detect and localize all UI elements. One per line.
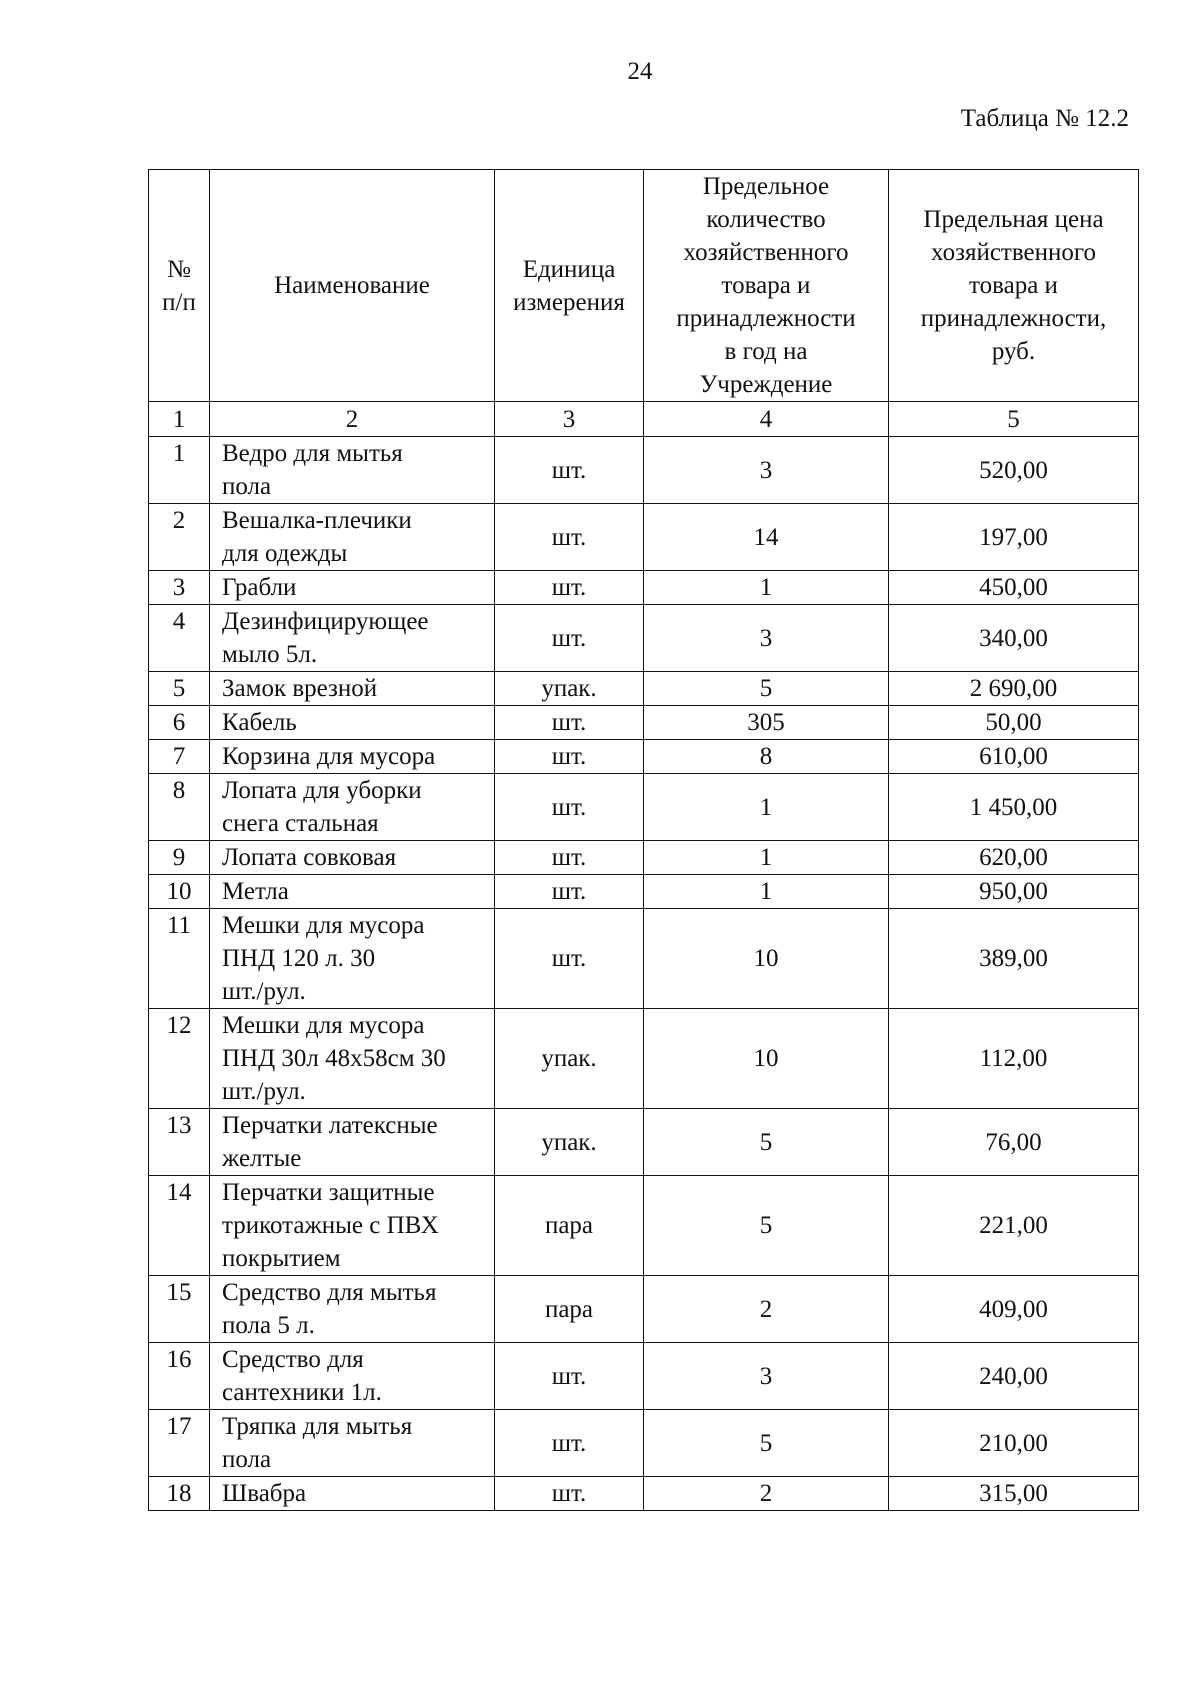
item-price: 197,00: [889, 504, 1139, 571]
row-number: 18: [149, 1477, 210, 1511]
header-line: Единица: [522, 255, 616, 283]
item-price: 340,00: [889, 605, 1139, 672]
item-name: [210, 437, 495, 504]
item-name-line: мыло 5л.: [222, 641, 318, 668]
table-row: [149, 909, 1139, 1009]
item-unit: шт.: [495, 740, 644, 774]
item-price: 409,00: [889, 1276, 1139, 1343]
header-name: [210, 170, 495, 402]
item-unit: шт.: [495, 1410, 644, 1477]
table-row: [149, 740, 1139, 774]
item-unit: упак.: [495, 1009, 644, 1109]
item-price: 221,00: [889, 1176, 1139, 1276]
item-quantity: 3: [644, 605, 889, 672]
item-name: [210, 605, 495, 672]
item-name-line: пола: [222, 1446, 272, 1473]
item-name: [210, 1477, 495, 1511]
item-name-line: Лопата для уборки: [222, 777, 422, 804]
item-name-line: для одежды: [222, 540, 348, 567]
table-row: [149, 672, 1139, 706]
table-caption: Таблица № 12.2: [960, 105, 1129, 132]
item-name-line: шт./рул.: [222, 1078, 306, 1105]
column-number-row: [149, 402, 1139, 437]
item-name: [210, 504, 495, 571]
header-line: п/п: [162, 288, 196, 316]
item-name-line: Мешки для мусора: [222, 912, 425, 939]
item-name-line: Метла: [222, 878, 289, 905]
header-line: принадлежности,: [920, 305, 1107, 332]
item-unit: пара: [495, 1176, 644, 1276]
item-quantity: 8: [644, 740, 889, 774]
item-name-line: пола: [222, 473, 272, 500]
item-quantity: 1: [644, 841, 889, 875]
table-row: [149, 706, 1139, 740]
table-row: [149, 571, 1139, 605]
item-name: [210, 1276, 495, 1343]
header-price: [889, 170, 1139, 402]
item-name-line: Мешки для мусора: [222, 1012, 425, 1039]
item-quantity: 3: [644, 1343, 889, 1410]
row-number: 16: [149, 1343, 210, 1410]
item-quantity: 14: [644, 504, 889, 571]
item-name: [210, 1009, 495, 1109]
row-number: 8: [149, 774, 210, 841]
row-number: 6: [149, 706, 210, 740]
item-unit: шт.: [495, 774, 644, 841]
item-quantity: 5: [644, 1410, 889, 1477]
item-quantity: 5: [644, 672, 889, 706]
item-unit: шт.: [495, 571, 644, 605]
item-name-line: шт./рул.: [222, 978, 306, 1005]
item-price: 1 450,00: [889, 774, 1139, 841]
item-unit: шт.: [495, 909, 644, 1009]
item-name-line: Грабли: [222, 574, 297, 601]
header-line: Предельное: [702, 173, 830, 200]
row-number: 2: [149, 504, 210, 571]
item-name: [210, 875, 495, 909]
header-line: хозяйственного: [931, 239, 1096, 266]
table-row: [149, 504, 1139, 571]
row-number: 12: [149, 1009, 210, 1109]
item-quantity: 5: [644, 1109, 889, 1176]
item-unit: пара: [495, 1276, 644, 1343]
item-name-line: Дезинфицирующее: [222, 608, 429, 635]
item-name: [210, 1109, 495, 1176]
header-line: №: [167, 255, 191, 283]
item-name-line: Корзина для мусора: [222, 743, 436, 770]
item-name-line: желтые: [222, 1145, 302, 1172]
item-name: [210, 571, 495, 605]
item-unit: шт.: [495, 706, 644, 740]
item-name-line: Ведро для мытья: [222, 440, 403, 467]
item-name-line: Кабель: [222, 709, 297, 736]
item-quantity: 3: [644, 437, 889, 504]
item-price: 76,00: [889, 1109, 1139, 1176]
item-quantity: 1: [644, 774, 889, 841]
table-row: [149, 1109, 1139, 1176]
item-name: [210, 672, 495, 706]
goods-table: [148, 169, 1139, 1511]
item-unit: упак.: [495, 672, 644, 706]
row-number: 3: [149, 571, 210, 605]
table-row: [149, 774, 1139, 841]
row-number: 13: [149, 1109, 210, 1176]
column-number: 4: [644, 402, 889, 437]
item-quantity: 5: [644, 1176, 889, 1276]
header-line: товара и: [969, 272, 1058, 299]
header-line: Предельная цена: [923, 206, 1104, 233]
header-line: принадлежности: [676, 305, 856, 332]
header-line: количество: [706, 206, 826, 233]
header-qty: [644, 170, 889, 402]
item-price: 450,00: [889, 571, 1139, 605]
item-name: [210, 1410, 495, 1477]
item-name-line: Вешалка-плечики: [222, 507, 412, 534]
column-number: 5: [889, 402, 1139, 437]
row-number: 9: [149, 841, 210, 875]
table-row: [149, 605, 1139, 672]
item-name-line: трикотажные с ПВХ: [222, 1212, 439, 1239]
item-quantity: 2: [644, 1477, 889, 1511]
row-number: 14: [149, 1176, 210, 1276]
header-line: в год на: [724, 338, 808, 365]
header-line: хозяйственного: [683, 239, 849, 266]
header-num: [149, 170, 210, 402]
item-quantity: 10: [644, 909, 889, 1009]
table-row: [149, 1343, 1139, 1410]
item-name-line: ПНД 120 л. 30: [222, 945, 376, 972]
row-number: 17: [149, 1410, 210, 1477]
item-name-line: ПНД 30л 48х58см 30: [222, 1045, 446, 1072]
row-number: 15: [149, 1276, 210, 1343]
item-name-line: Средство для: [222, 1346, 364, 1373]
item-name-line: Лопата совковая: [222, 844, 397, 871]
table-row: [149, 841, 1139, 875]
item-unit: шт.: [495, 841, 644, 875]
row-number: 4: [149, 605, 210, 672]
table-row: [149, 875, 1139, 909]
item-name: [210, 909, 495, 1009]
item-name-line: Средство для мытья: [222, 1279, 437, 1306]
row-number: 11: [149, 909, 210, 1009]
column-number: 2: [210, 402, 495, 437]
column-number: 1: [149, 402, 210, 437]
item-price: 112,00: [889, 1009, 1139, 1109]
item-name-line: Перчатки латексные: [222, 1112, 438, 1139]
item-name: [210, 740, 495, 774]
item-name-line: сантехники 1л.: [222, 1379, 382, 1406]
item-name-line: Замок врезной: [222, 675, 378, 702]
table-row: [149, 437, 1139, 504]
item-name: [210, 1176, 495, 1276]
header-unit: [495, 170, 644, 402]
item-price: 610,00: [889, 740, 1139, 774]
item-price: 50,00: [889, 706, 1139, 740]
row-number: 5: [149, 672, 210, 706]
item-name-line: снега стальная: [222, 810, 379, 837]
item-price: 520,00: [889, 437, 1139, 504]
item-unit: шт.: [495, 504, 644, 571]
item-quantity: 2: [644, 1276, 889, 1343]
item-price: 620,00: [889, 841, 1139, 875]
item-name-line: Швабра: [222, 1480, 307, 1507]
item-name: [210, 841, 495, 875]
item-name-line: покрытием: [222, 1245, 341, 1272]
item-name: [210, 706, 495, 740]
item-name: [210, 774, 495, 841]
item-quantity: 1: [644, 875, 889, 909]
item-price: 240,00: [889, 1343, 1139, 1410]
item-unit: шт.: [495, 437, 644, 504]
item-quantity: 305: [644, 706, 889, 740]
item-name-line: Тряпка для мытья: [222, 1413, 413, 1440]
table-row: [149, 1477, 1139, 1511]
item-price: 389,00: [889, 909, 1139, 1009]
header-line: измерения: [513, 288, 625, 316]
item-name-line: пола 5 л.: [222, 1312, 315, 1339]
table-row: [149, 1410, 1139, 1477]
row-number: 7: [149, 740, 210, 774]
item-unit: упак.: [495, 1109, 644, 1176]
item-price: 2 690,00: [889, 672, 1139, 706]
item-unit: шт.: [495, 875, 644, 909]
item-name-line: Перчатки защитные: [222, 1179, 435, 1206]
table-row: [149, 1009, 1139, 1109]
item-quantity: 10: [644, 1009, 889, 1109]
header-line: Учреждение: [699, 371, 833, 398]
table-row: [149, 1276, 1139, 1343]
row-number: 10: [149, 875, 210, 909]
column-number: 3: [495, 402, 644, 437]
header-line: товара и: [721, 272, 811, 299]
table-row: [149, 1176, 1139, 1276]
item-unit: шт.: [495, 1477, 644, 1511]
item-price: 315,00: [889, 1477, 1139, 1511]
header-line: руб.: [991, 338, 1036, 365]
item-unit: шт.: [495, 1343, 644, 1410]
row-number: 1: [149, 437, 210, 504]
item-name: [210, 1343, 495, 1410]
item-unit: шт.: [495, 605, 644, 672]
item-price: 950,00: [889, 875, 1139, 909]
header-row: [149, 170, 1139, 402]
item-quantity: 1: [644, 571, 889, 605]
header-line: Наименование: [274, 272, 430, 299]
page-number: 24: [627, 58, 653, 85]
item-price: 210,00: [889, 1410, 1139, 1477]
